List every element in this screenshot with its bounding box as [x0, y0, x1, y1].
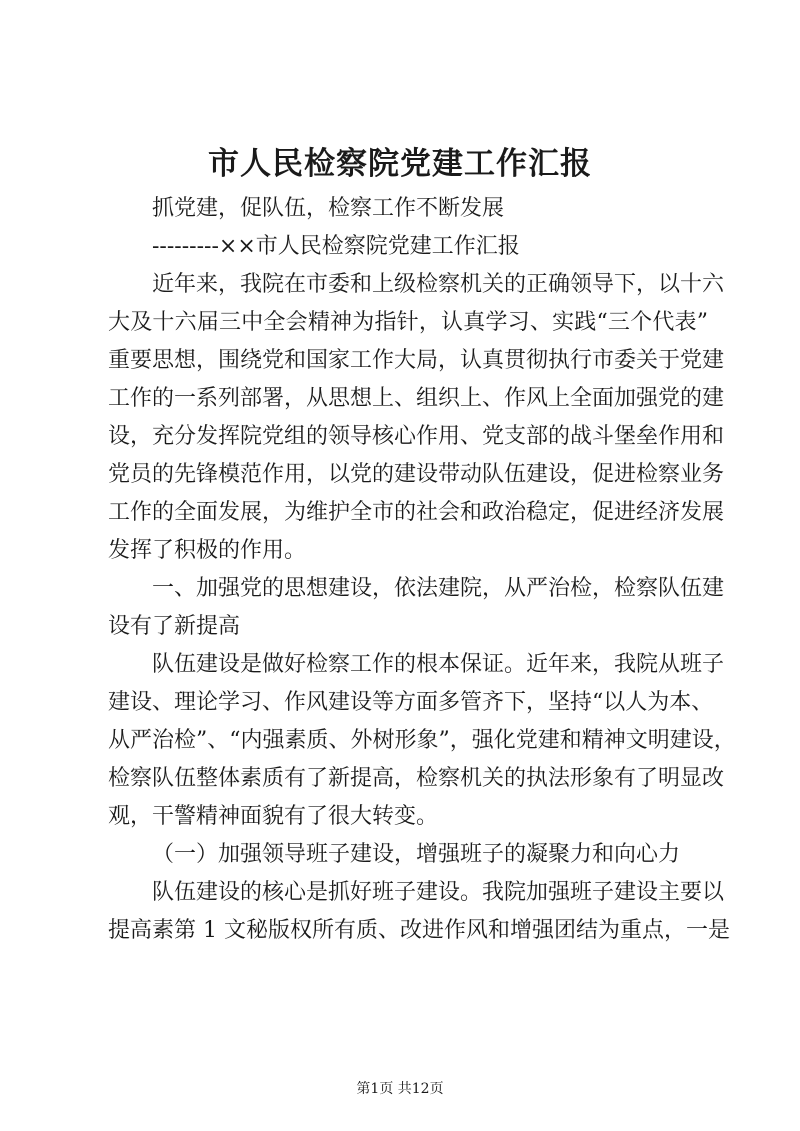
- text-line: 设有了新提高: [108, 614, 241, 639]
- document-body: [108, 190, 736, 950]
- text-line: 大及十六届三中全会精神为指针，认真学习、实践“三个代表”: [108, 310, 708, 335]
- text-line: 发挥了积极的作用。: [108, 538, 307, 563]
- text-line: 检察队伍整体素质有了新提高，检察机关的执法形象有了明显改: [108, 766, 725, 791]
- text-line: 重要思想，围绕党和国家工作大局，认真贯彻执行市委关于党建: [108, 348, 725, 373]
- text-line: 建设、理论学习、作风建设等方面多管齐下，坚持“以人为本、: [108, 690, 714, 715]
- text-line: 从严治检”、“内强素质、外树形象”，强化党建和精神文明建设，: [108, 728, 736, 753]
- text-line: 队伍建设的核心是抓好班子建设。我院加强班子建设主要以: [152, 880, 725, 905]
- text-line: 工作的一系列部署，从思想上、组织上、作风上全面加强党的建: [108, 386, 725, 411]
- text-line: 近年来，我院在市委和上级检察机关的正确领导下，以十六: [152, 272, 725, 297]
- text-line: ---------××市人民检察院党建工作汇报: [152, 234, 520, 259]
- page-footer: 第1页 共12页: [356, 1081, 444, 1097]
- text-line: 提高素第 1 文秘版权所有质、改进作风和增强团结为重点，一是: [108, 918, 730, 943]
- text-line: （一）加强领导班子建设，增强班子的凝聚力和向心力: [152, 842, 681, 867]
- text-line: 设，充分发挥院党组的领导核心作用、党支部的战斗堡垒作用和: [108, 424, 725, 449]
- text-line: 工作的全面发展，为维护全市的社会和政治稳定，促进经济发展: [108, 500, 725, 525]
- text-line: 抓党建，促队伍，检察工作不断发展: [152, 196, 505, 221]
- document-title: 市人民检察院党建工作汇报: [208, 146, 592, 182]
- text-line: 一、加强党的思想建设，依法建院，从严治检，检察队伍建: [152, 576, 725, 601]
- text-line: 队伍建设是做好检察工作的根本保证。近年来，我院从班子: [152, 652, 725, 677]
- text-line: 党员的先锋模范作用，以党的建设带动队伍建设，促进检察业务: [108, 462, 725, 487]
- text-line: 观，干警精神面貌有了很大转变。: [108, 804, 439, 829]
